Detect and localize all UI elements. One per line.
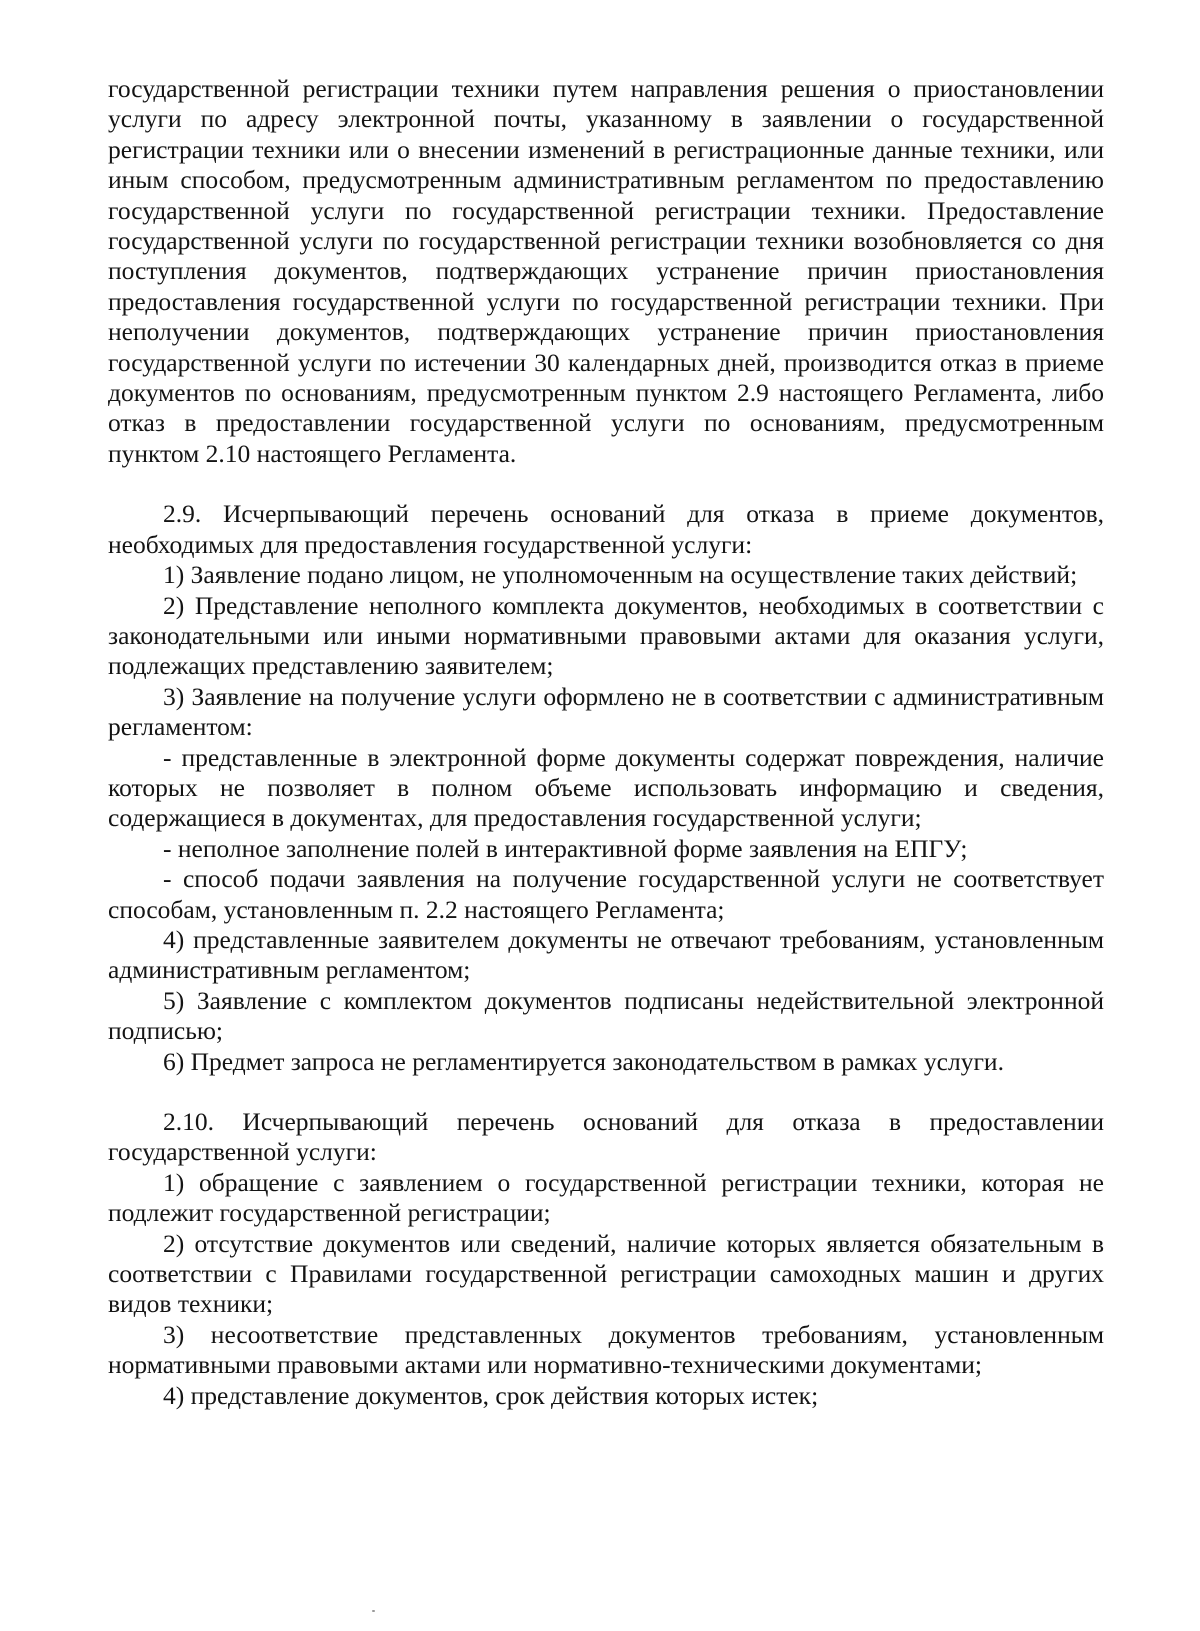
section-2-9-heading: 2.9. Исчерпывающий перечень оснований для отказа в приеме документов, необходимых для предоставления государственной услуги: — [108, 499, 1104, 559]
section-2-9-item-2: 2) Представление неполного комплекта документов, необходимых в соответствии с законодательными или иными нормативными правовыми актами для оказания услуги, подлежащих представлению заявителем; — [108, 590, 1104, 681]
section-2-10-item-3: 3) несоответствие представленных документов требованиям, установленным нормативными правовыми актами или нормативно-техническими документами; — [108, 1319, 1104, 1380]
section-2-10-item-2: 2) отсутствие документов или сведений, наличие которых является обязательным в соответствии с Правилами государственной регистрации самоходных машин и других видов техники; — [108, 1228, 1104, 1319]
section-2-10-item-1: 1) обращение с заявлением о государственной регистрации техники, которая не подлежит государственной регистрации; — [108, 1167, 1104, 1228]
section-2-9-item-1: 1) Заявление подано лицом, не уполномоченным на осуществление таких действий; — [163, 560, 1078, 590]
section-2-9-item-5: 5) Заявление с комплектом документов подписаны недействительной электронной подписью; — [108, 985, 1104, 1046]
scan-speck — [372, 1610, 375, 1612]
section-2-9-item-3-subitem-2: - неполное заполнение полей в интерактивной форме заявления на ЕПГУ; — [163, 833, 968, 863]
document-body — [108, 74, 1104, 1411]
section-2-9-item-3-subitem-3: - способ подачи заявления на получение государственной услуги не соответствует способам, установленным п. 2.2 настоящего Регламента; — [108, 864, 1104, 924]
section-2-9-item-6: 6) Предмет запроса не регламентируется законодательством в рамках услуги. — [163, 1046, 1004, 1076]
section-2-9-item-3-subitem-1: - представленные в электронной форме документы содержат повреждения, наличие которых не позволяет в полном объеме использовать информацию и сведения, содержащиеся в документах, для предоставления государственной услуги; — [108, 742, 1104, 833]
section-2-10-heading: 2.10. Исчерпывающий перечень оснований для отказа в предоставлении государственной услуги: — [108, 1107, 1104, 1167]
paragraph-suspension-continuation: государственной регистрации техники путем направления решения о приостановлении услуги по адресу электронной почты, указанному в заявлении о государственной регистрации техники или о внесении изменений в регистрационные данные техники, или иным способом, предусмотренным административным регламентом по предоставлению государственной услуги по государственной регистрации техники. Предоставление государственной услуги по государственной регистрации техники возобновляется со дня поступления документов, подтверждающих устранение причин приостановления предоставления государственной услуги по государственной регистрации техники. При неполучении документов, подтверждающих устранение причин приостановления государственной услуги по истечении 30 календарных дней, производится отказ в приеме документов по основаниям, предусмотренным пунктом 2.9 настоящего Регламента, либо отказ в предоставлении государственной услуги по основаниям, предусмотренным пунктом 2.10 настоящего Регламента. — [108, 74, 1104, 468]
section-2-9-item-3: 3) Заявление на получение услуги оформлено не в соответствии с административным регламентом: — [108, 681, 1104, 742]
section-2-10-item-4: 4) представление документов, срок действия которых истек; — [163, 1380, 819, 1410]
section-2-9-item-4: 4) представленные заявителем документы не отвечают требованиям, установленным административным регламентом; — [108, 924, 1104, 985]
